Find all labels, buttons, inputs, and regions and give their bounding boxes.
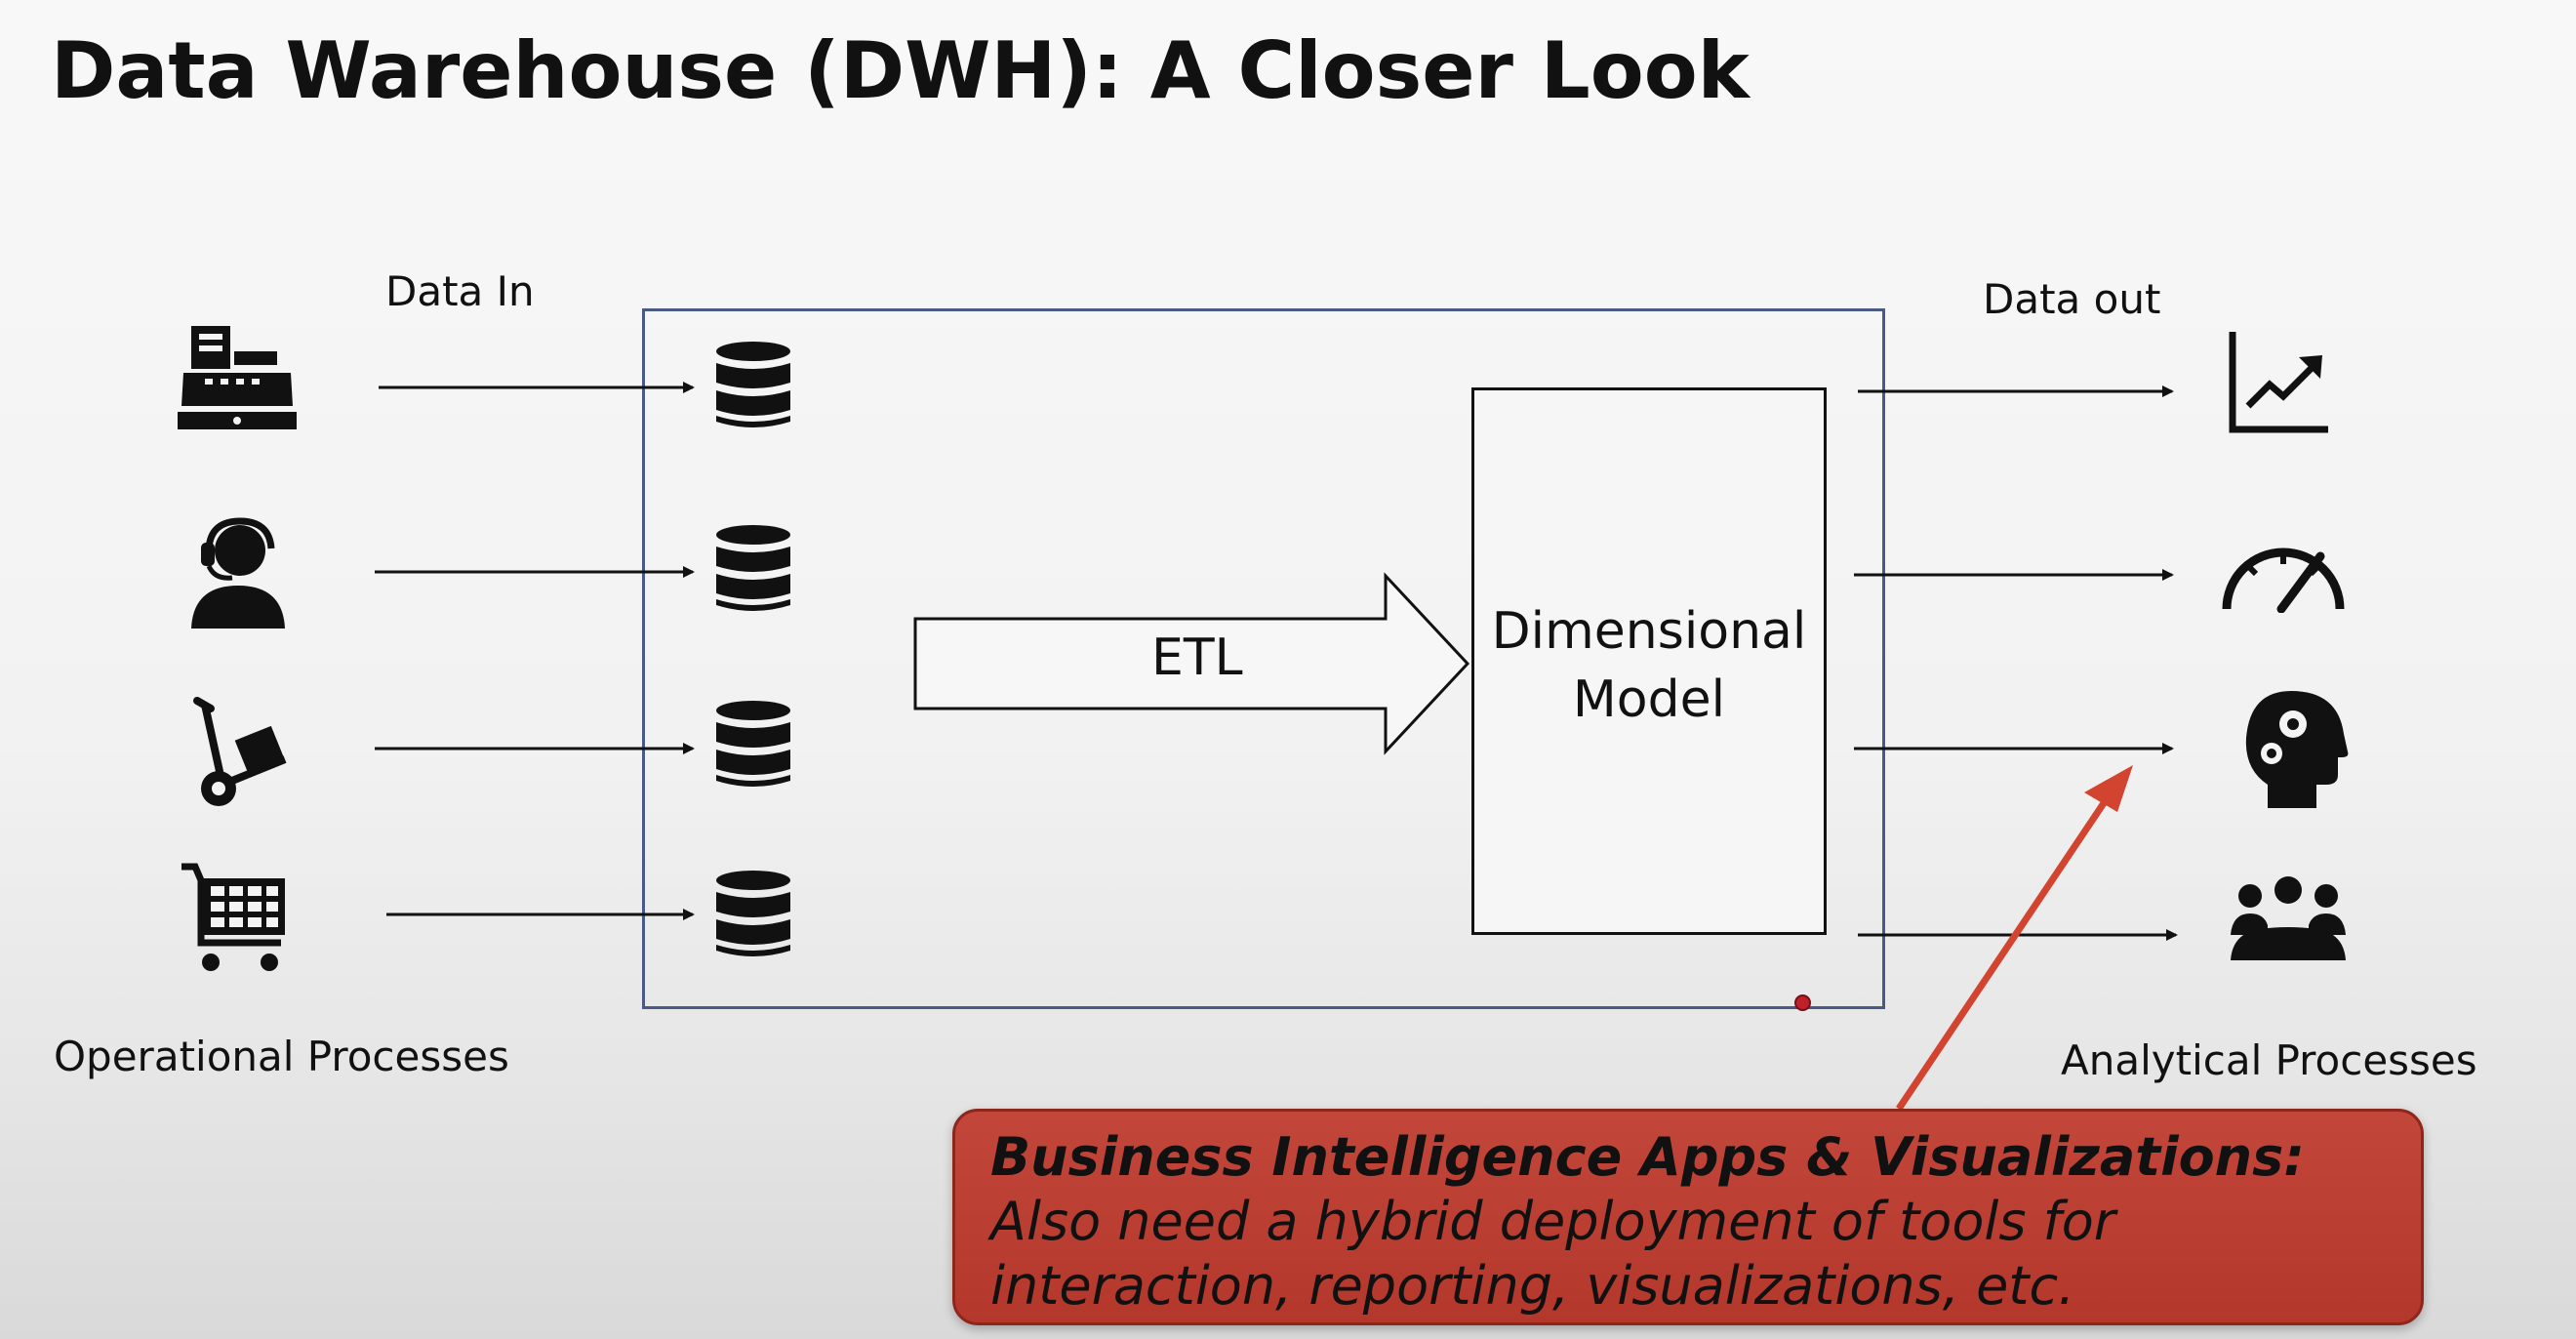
analytical-processes-label: Analytical Processes <box>2061 1036 2477 1084</box>
data-in-label: Data In <box>385 267 535 315</box>
speedometer-icon <box>2219 535 2348 613</box>
callout-pointer-arrow <box>1899 789 2113 1109</box>
database-icon <box>712 523 794 615</box>
line-chart-icon <box>2227 330 2330 435</box>
database-icon <box>712 340 794 431</box>
shopping-cart-icon <box>180 859 289 976</box>
operational-processes-label: Operational Processes <box>54 1033 509 1080</box>
model-label-line1: Dimensional <box>1491 602 1807 661</box>
database-icon <box>712 699 794 791</box>
people-group-icon <box>2229 874 2348 962</box>
head-gears-icon <box>2242 689 2350 810</box>
customer-support-icon <box>187 515 289 630</box>
database-icon <box>712 869 794 960</box>
data-out-label: Data out <box>1983 275 2161 323</box>
cash-register-icon <box>178 322 297 431</box>
page-title: Data Warehouse (DWH): A Closer Look <box>51 25 1750 116</box>
model-label-line2: Model <box>1572 670 1726 729</box>
pointer-dot <box>1794 994 1811 1011</box>
callout-text: Also need a hybrid deployment of tools for interaction, reporting, visualizations, etc. <box>990 1191 2115 1317</box>
callout-heading: Business Intelligence Apps & Visualizations: <box>990 1126 2305 1188</box>
hand-truck-icon <box>189 695 297 810</box>
dimensional-model-box <box>1471 387 1827 935</box>
bi-callout <box>952 1109 2424 1325</box>
etl-label: ETL <box>1151 629 1243 687</box>
